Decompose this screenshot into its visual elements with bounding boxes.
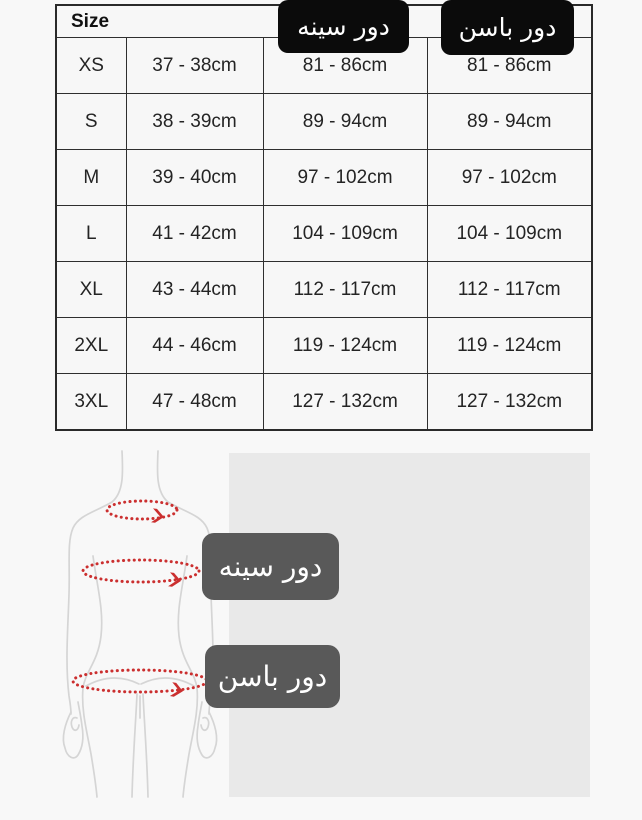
diagram-background-panel — [229, 453, 590, 797]
hip-cell: 112 - 117cm — [427, 262, 592, 318]
hip-cell: 127 - 132cm — [427, 374, 592, 431]
hip-cell: 81 - 86cm — [427, 38, 592, 94]
table-row-m — [56, 150, 592, 206]
chest-cell: 104 - 109cm — [263, 206, 427, 262]
table-row-l — [56, 206, 592, 262]
table-row-xl — [56, 262, 592, 318]
size-cell: S — [56, 94, 126, 150]
hip-measure-label: دور باسن — [205, 645, 340, 708]
table-row-s — [56, 94, 592, 150]
size-cell: 2XL — [56, 318, 126, 374]
body-outline-left — [63, 451, 139, 797]
chest-measure-loop — [83, 560, 199, 582]
chest-measure-label: دور سینه — [202, 533, 339, 600]
chest-column-badge: دور سینه — [278, 0, 409, 53]
measure-cell: 47 - 48cm — [126, 374, 263, 431]
body-outline-right — [141, 451, 217, 797]
size-cell: XL — [56, 262, 126, 318]
body-figure-illustration — [40, 450, 240, 798]
size-cell: M — [56, 150, 126, 206]
measure-cell: 39 - 40cm — [126, 150, 263, 206]
size-cell: L — [56, 206, 126, 262]
chest-cell: 112 - 117cm — [263, 262, 427, 318]
measure-cell: 41 - 42cm — [126, 206, 263, 262]
measure-cell: 43 - 44cm — [126, 262, 263, 318]
size-chart-table — [55, 4, 593, 431]
hip-cell: 97 - 102cm — [427, 150, 592, 206]
neck-arrow-icon — [151, 508, 165, 524]
chest-cell: 119 - 124cm — [263, 318, 427, 374]
table-row-3xl — [56, 374, 592, 431]
table-row-2xl — [56, 318, 592, 374]
chest-cell: 127 - 132cm — [263, 374, 427, 431]
hip-cell: 104 - 109cm — [427, 206, 592, 262]
size-cell: XS — [56, 38, 126, 94]
chest-cell: 81 - 86cm — [263, 38, 427, 94]
chest-cell: 97 - 102cm — [263, 150, 427, 206]
measure-cell: 44 - 46cm — [126, 318, 263, 374]
chest-cell: 89 - 94cm — [263, 94, 427, 150]
hip-measure-loop — [73, 670, 207, 692]
size-cell: 3XL — [56, 374, 126, 431]
neck-measure-loop — [107, 501, 177, 519]
size-column-header: Size — [56, 5, 592, 38]
measure-cell: 37 - 38cm — [126, 38, 263, 94]
hip-cell: 119 - 124cm — [427, 318, 592, 374]
hip-cell: 89 - 94cm — [427, 94, 592, 150]
measure-cell: 38 - 39cm — [126, 94, 263, 150]
hip-column-badge: دور باسن — [441, 0, 574, 55]
